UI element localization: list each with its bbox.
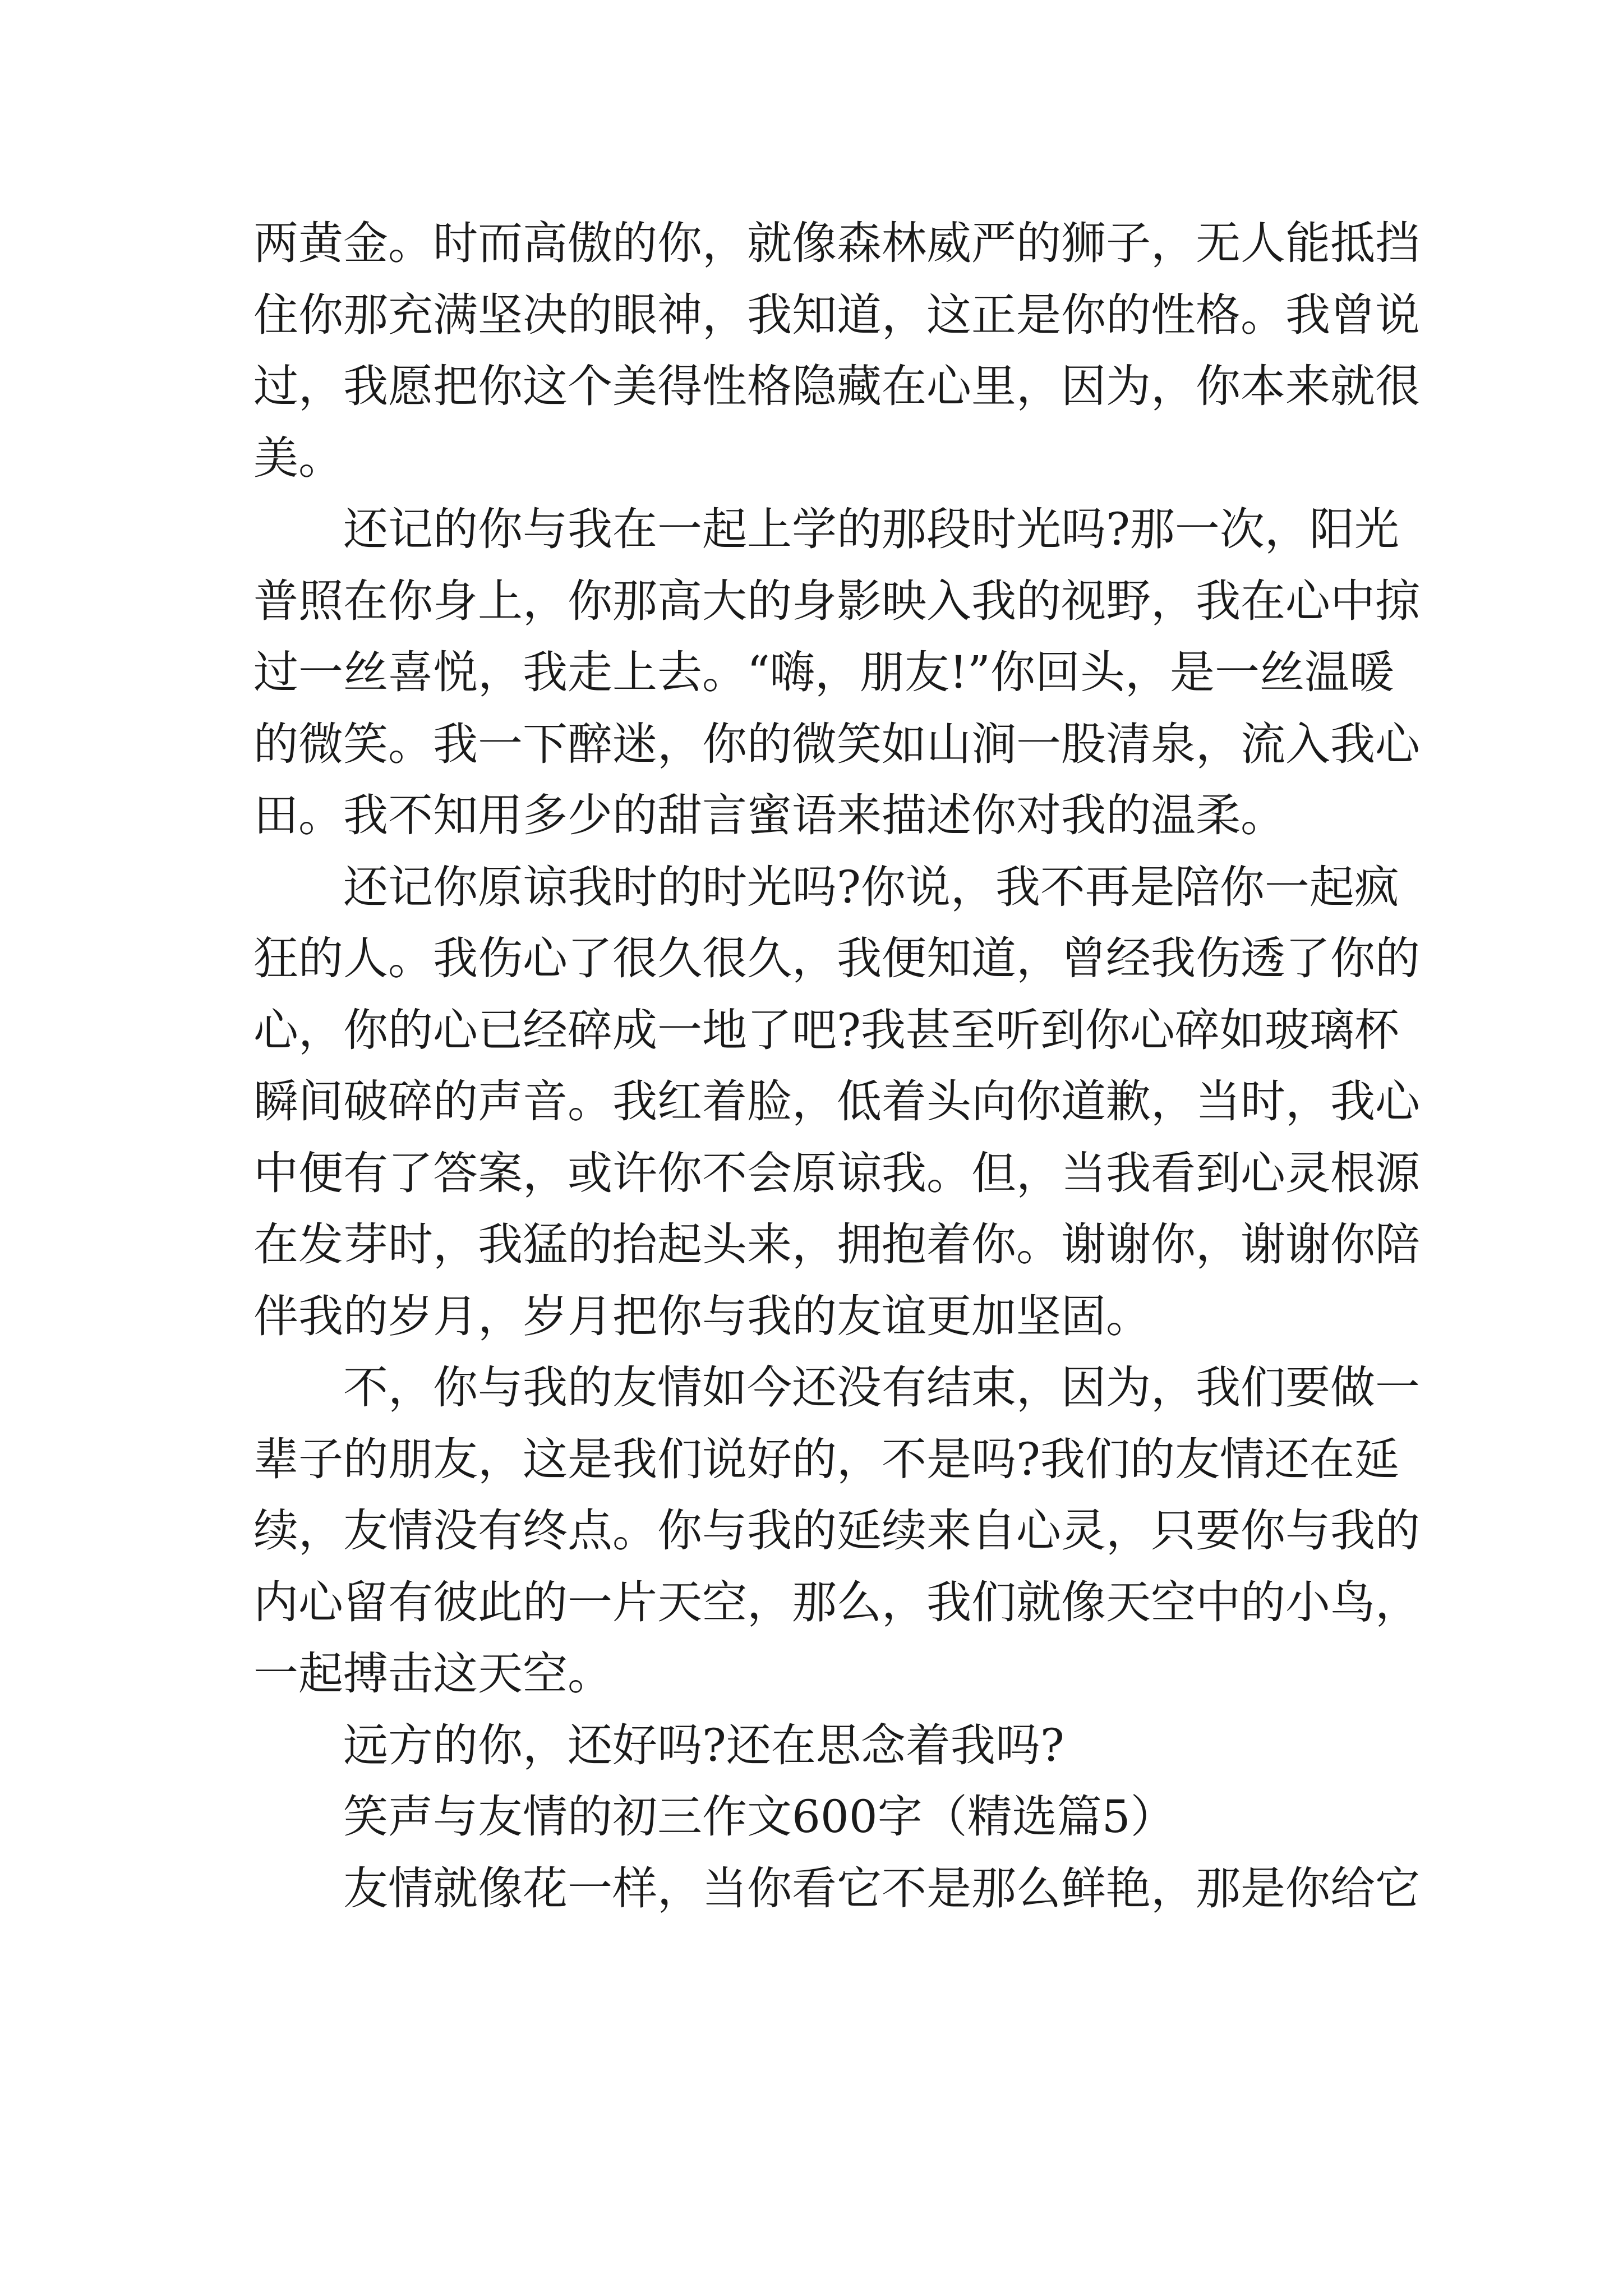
- paragraph: [253, 852, 1420, 1352]
- text-line: 辈子的朋友，这是我们说好的，不是吗?我们的友情还在延: [253, 1433, 1399, 1485]
- paragraph: [253, 1853, 1420, 1925]
- text-line: 心，你的心已经碎成一地了吧?我甚至听到你心碎如玻璃杯: [253, 1004, 1399, 1056]
- text-line: 还记的你与我在一起上学的那段时光吗?那一次，阳光: [343, 503, 1399, 555]
- text-line: 狂的人。我伤心了很久很久，我便知道，曾经我伤透了你的: [253, 932, 1420, 984]
- text-line: 普照在你身上，你那高大的身影映入我的视野，我在心中掠: [253, 574, 1420, 627]
- text-line: 两黄金。时而高傲的你，就像森林威严的狮子，无人能抵挡: [253, 217, 1420, 269]
- text-line: 田。我不知用多少的甜言蜜语来描述你对我的温柔。: [253, 789, 1285, 841]
- text-line: 续，友情没有终点。你与我的延续来自心灵，只要你与我的: [253, 1504, 1420, 1557]
- text-line: 的微笑。我一下醉迷，你的微笑如山涧一股清泉，流入我心: [253, 717, 1420, 770]
- text-line: 伴我的岁月，岁月把你与我的友谊更加坚固。: [253, 1290, 1151, 1342]
- text-line: 远方的你，还好吗?还在思念着我吗?: [343, 1719, 1064, 1772]
- text-line: 一起搏击这天空。: [253, 1648, 612, 1700]
- text-line: 不，你与我的友情如今还没有结束，因为，我们要做一: [343, 1361, 1420, 1414]
- text-line: 住你那充满坚决的眼神，我知道，这正是你的性格。我曾说: [253, 288, 1420, 341]
- text-line: 在发芽时，我猛的抬起头来，拥抱着你。谢谢你，谢谢你陪: [253, 1218, 1420, 1271]
- text-line: 友情就像花一样，当你看它不是那么鲜艳，那是你给它: [343, 1862, 1420, 1915]
- text-line: 过一丝喜悦，我走上去。“嗨，朋友!”你回头，是一丝温暖: [253, 646, 1394, 698]
- text-line: 过，我愿把你这个美得性格隐藏在心里，因为，你本来就很: [253, 360, 1420, 412]
- text-line: 瞬间破碎的声音。我红着脸，低着头向你道歉，当时，我心: [253, 1075, 1420, 1128]
- document-body: [253, 208, 1420, 1924]
- text-line: 内心留有彼此的一片天空，那么，我们就像天空中的小鸟，: [253, 1576, 1420, 1628]
- paragraph: [253, 208, 1420, 494]
- paragraph: [253, 494, 1420, 852]
- text-line: 美。: [253, 431, 343, 484]
- text-line: 还记你原谅我时的时光吗?你说，我不再是陪你一起疯: [343, 861, 1399, 913]
- section-heading: [253, 1781, 1375, 1853]
- paragraph: [253, 1352, 1420, 1710]
- paragraph: [253, 1710, 1375, 1782]
- heading-text: 笑声与友情的初三作文600字（精选篇5）: [343, 1791, 1175, 1843]
- text-line: 中便有了答案，或许你不会原谅我。但，当我看到心灵根源: [253, 1147, 1420, 1199]
